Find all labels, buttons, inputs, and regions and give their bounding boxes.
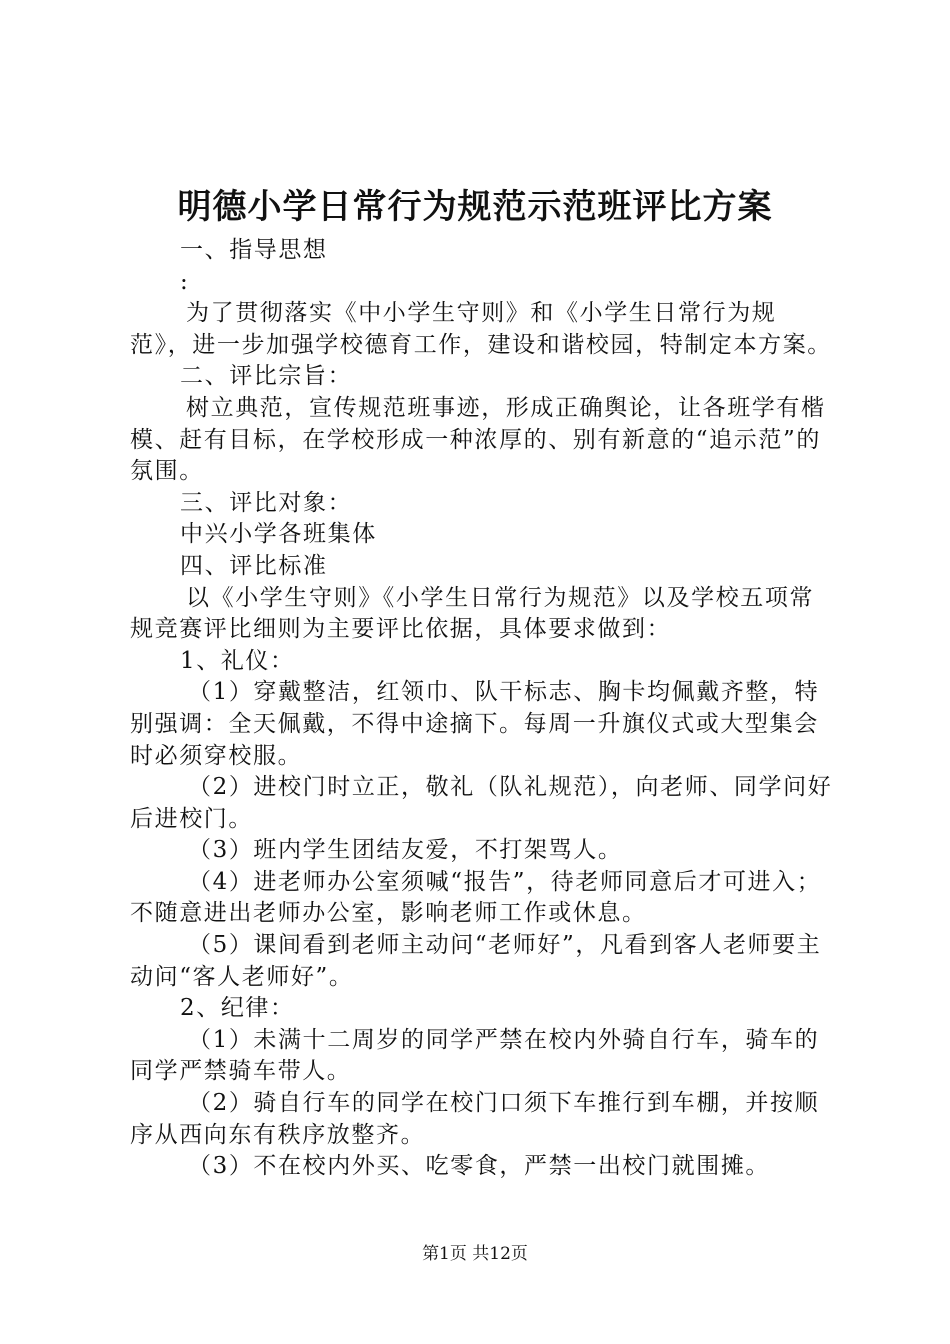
list-item-etiquette-4: （4）进老师办公室须喊“报告”，待老师同意后才可进入；不随意进出老师办公室，影响老师工作或休息。 — [130, 868, 822, 927]
subheading-etiquette: 1、礼仪： — [180, 647, 295, 674]
paragraph-purpose: 为了贯彻落实《中小学生守则》和《小学生日常行为规范》，进一步加强学校德育工作，建设和谐校园，特制定本方案。 — [130, 300, 832, 358]
list-item-etiquette-2: （2）进校门时立正，敬礼（队礼规范），向老师、同学问好后进校门。 — [130, 774, 833, 832]
subheading-discipline: 2、纪律： — [180, 995, 295, 1022]
list-item-etiquette-5: （5）课间看到老师主动问“老师好”，凡看到客人老师要主动问“客人老师好”。 — [130, 932, 822, 990]
document-title: 明德小学日常行为规范示范班评比方案 — [177, 187, 773, 227]
list-item-discipline-3: （3）不在校内外买、吃零食，严禁一出校门就围摊。 — [188, 1153, 771, 1180]
list-item-etiquette-3: （3）班内学生团结友爱，不打架骂人。 — [188, 837, 623, 864]
list-item-discipline-2: （2）骑自行车的同学在校门口须下车推行到车棚，并按顺序从西向东有秩序放整齐。 — [130, 1090, 820, 1148]
colon-line: : — [180, 268, 190, 295]
page-footer: 第1页 共12页 — [422, 1244, 528, 1264]
section-heading-guiding-thought: 一、指导思想 — [180, 237, 328, 263]
paragraph-aim: 树立典范，宣传规范班事迹，形成正确舆论，让各班学有楷模、赶有目标，在学校形成一种浓厚的、别有新意的“追示范”的氛围。 — [130, 394, 826, 485]
list-item-etiquette-1: （1）穿戴整洁，红领巾、队干标志、胸卡均佩戴齐整，特别强调：全天佩戴，不得中途摘下。每周一升旗仪式或大型集会时必须穿校服。 — [130, 679, 820, 769]
paragraph-standard: 以《小学生守则》《小学生日常行为规范》以及学校五项常规竞赛评比细则为主要评比依据，具体要求做到： — [130, 584, 815, 643]
section-heading-aim: 二、评比宗旨： — [180, 363, 353, 390]
paragraph-target: 中兴小学各班集体 — [180, 521, 377, 548]
section-heading-standard: 四、评比标准 — [180, 552, 328, 579]
section-heading-target: 三、评比对象： — [180, 489, 353, 516]
list-item-discipline-1: （1）未满十二周岁的同学严禁在校内外骑自行车，骑车的同学严禁骑车带人。 — [130, 1026, 820, 1085]
document-body — [130, 235, 835, 1183]
